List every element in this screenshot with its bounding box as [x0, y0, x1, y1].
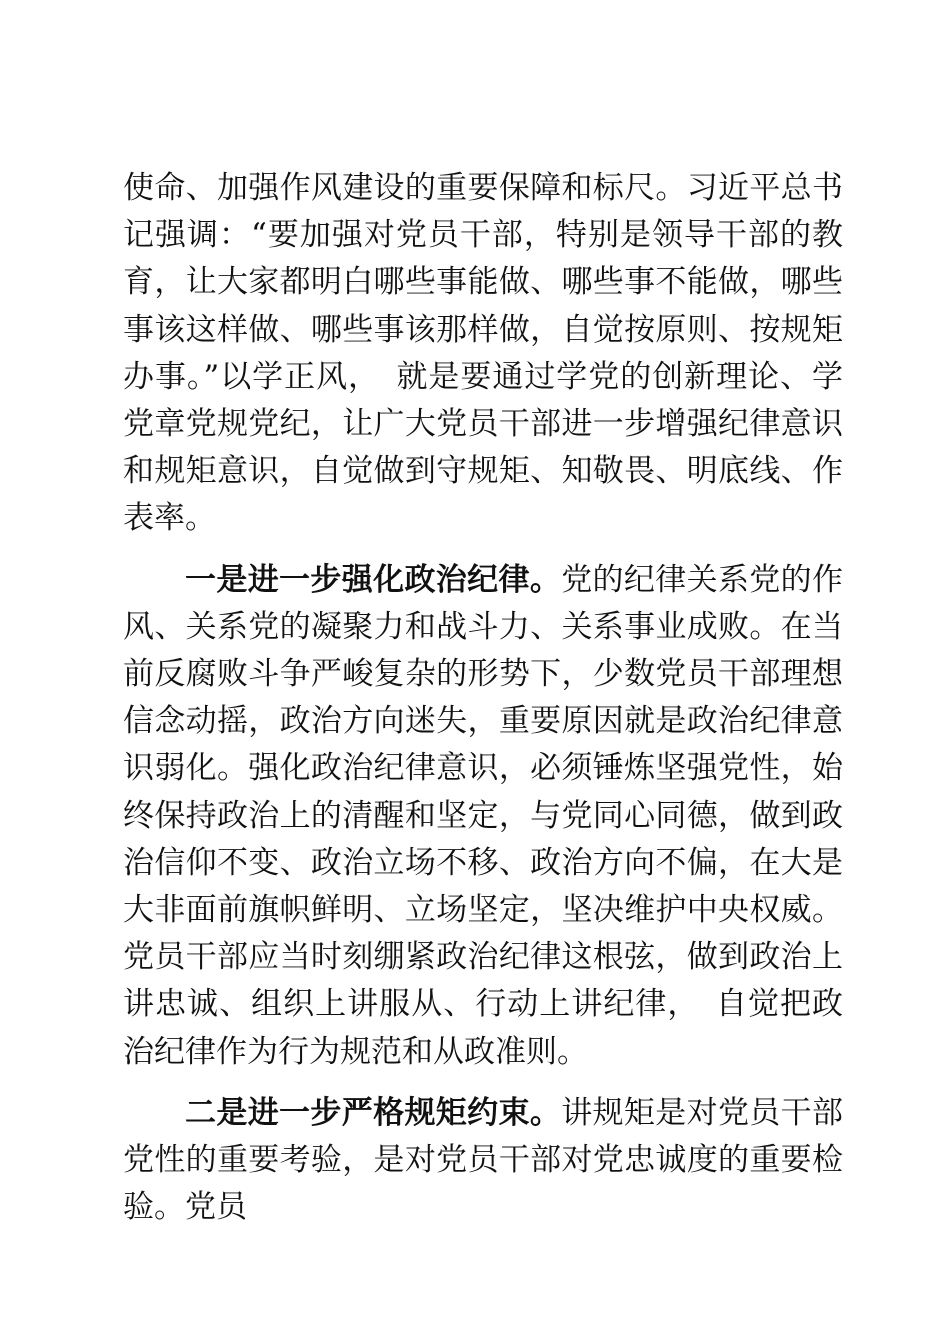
paragraph-body: 党的纪律关系党的作风、关系党的凝聚力和战斗力、关系事业成败。在当前反腐败斗争严峻复杂的形势下，少数党员干部理想信念动摇，政治方向迷失，重要原因就是政治纪律意识弱化。强化政治纪律意识，必须锤炼坚强党性，始终保持政治上的清醒和坚定，与党同心同德，做到政治信仰不变、政治立场不移、政治方向不偏，在大是大非面前旗帜鲜明、立场坚定，坚决维护中央权威。党员干部应当时刻绷紧政治纪律这根弦，做到政治上讲忠诚、组织上讲服从、行动上讲纪律， 自觉把政治纪律作为行为规范和从政准则。: [123, 561, 844, 1070]
paragraph-heading: 二是进一步严格规矩约束。: [185, 1094, 562, 1131]
paragraph-political-discipline: [123, 557, 843, 1076]
paragraph-gap: [123, 543, 843, 557]
paragraph-gap: [123, 1076, 843, 1090]
paragraph-rules-constraint: [123, 1090, 843, 1232]
paragraph-body: 讲规矩是对党员干部党性的重要考验，是对党员干部对党忠诚度的重要检验。党员: [123, 1094, 844, 1226]
document-page: [123, 165, 843, 1231]
paragraph-intro: [123, 165, 843, 543]
paragraph-heading: 一是进一步强化政治纪律。: [185, 561, 562, 598]
paragraph-body: 使命、加强作风建设的重要保障和标尺。习近平总书记强调：“要加强对党员干部，特别是领导干部的教育，让大家都明白哪些事能做、哪些事不能做，哪些事该这样做、哪些事该那样做，自觉按原则、按规矩办事。”以学正风， 就是要通过学党的创新理论、学党章党规党纪，让广大党员干部进一步增强纪律意识和规矩意识，自觉做到守规矩、知敬畏、明底线、作表率。: [123, 170, 843, 537]
